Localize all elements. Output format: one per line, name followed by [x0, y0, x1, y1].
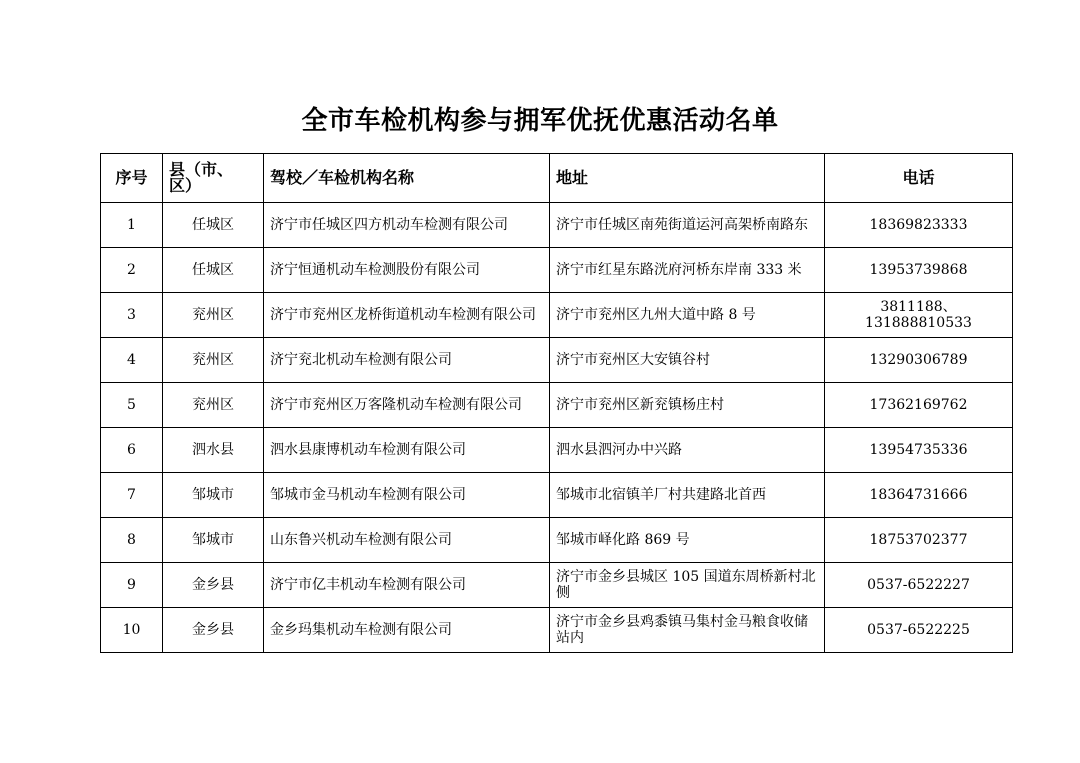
cell-address: 济宁市金乡县鸡黍镇马集村金马粮食收储站内	[550, 608, 825, 653]
cell-institution-name: 济宁市兖州区万客隆机动车检测有限公司	[264, 383, 550, 428]
cell-district: 金乡县	[163, 608, 264, 653]
cell-district: 兖州区	[163, 293, 264, 338]
cell-district: 邹城市	[163, 473, 264, 518]
cell-institution-name: 济宁恒通机动车检测股份有限公司	[264, 248, 550, 293]
cell-district: 金乡县	[163, 563, 264, 608]
table-row	[101, 383, 1013, 428]
cell-district: 兖州区	[163, 383, 264, 428]
cell-phone: 18753702377	[825, 518, 1013, 563]
cell-serial-number: 8	[101, 518, 163, 563]
cell-institution-name: 济宁市兖州区龙桥街道机动车检测有限公司	[264, 293, 550, 338]
cell-address: 济宁市兖州区大安镇谷村	[550, 338, 825, 383]
cell-district: 任城区	[163, 248, 264, 293]
cell-serial-number: 10	[101, 608, 163, 653]
table-row	[101, 518, 1013, 563]
header-serial-number: 序号	[101, 154, 163, 203]
cell-phone: 0537-6522227	[825, 563, 1013, 608]
header-district: 县（市、区）	[163, 154, 264, 203]
cell-institution-name: 金乡玛集机动车检测有限公司	[264, 608, 550, 653]
cell-serial-number: 6	[101, 428, 163, 473]
cell-address: 济宁市任城区南苑街道运河高架桥南路东	[550, 203, 825, 248]
cell-phone: 13953739868	[825, 248, 1013, 293]
cell-serial-number: 7	[101, 473, 163, 518]
header-phone: 电话	[825, 154, 1013, 203]
cell-serial-number: 4	[101, 338, 163, 383]
cell-address: 济宁市红星东路洸府河桥东岸南 333 米	[550, 248, 825, 293]
table-row	[101, 293, 1013, 338]
cell-district: 兖州区	[163, 338, 264, 383]
cell-institution-name: 泗水县康博机动车检测有限公司	[264, 428, 550, 473]
cell-address: 邹城市峄化路 869 号	[550, 518, 825, 563]
table-row	[101, 248, 1013, 293]
cell-institution-name: 山东鲁兴机动车检测有限公司	[264, 518, 550, 563]
cell-phone: 18369823333	[825, 203, 1013, 248]
cell-address: 邹城市北宿镇羊厂村共建路北首西	[550, 473, 825, 518]
cell-phone: 13290306789	[825, 338, 1013, 383]
cell-district: 邹城市	[163, 518, 264, 563]
document-title: 全市车检机构参与拥军优抚优惠活动名单	[301, 106, 779, 136]
table-row	[101, 473, 1013, 518]
table-row	[101, 203, 1013, 248]
table-row	[101, 338, 1013, 383]
cell-address: 济宁市金乡县城区 105 国道东周桥新村北侧	[550, 563, 825, 608]
cell-district: 任城区	[163, 203, 264, 248]
table-row	[101, 428, 1013, 473]
header-address: 地址	[550, 154, 825, 203]
institution-table	[100, 153, 1013, 653]
cell-serial-number: 9	[101, 563, 163, 608]
cell-address: 泗水县泗河办中兴路	[550, 428, 825, 473]
cell-institution-name: 邹城市金马机动车检测有限公司	[264, 473, 550, 518]
table-row	[101, 608, 1013, 653]
cell-serial-number: 3	[101, 293, 163, 338]
cell-serial-number: 5	[101, 383, 163, 428]
cell-address: 济宁市兖州区新兖镇杨庄村	[550, 383, 825, 428]
header-institution-name: 驾校／车检机构名称	[264, 154, 550, 203]
table-row	[101, 563, 1013, 608]
table-header-row	[101, 154, 1013, 203]
cell-phone: 18364731666	[825, 473, 1013, 518]
cell-institution-name: 济宁市任城区四方机动车检测有限公司	[264, 203, 550, 248]
cell-serial-number: 2	[101, 248, 163, 293]
cell-institution-name: 济宁市亿丰机动车检测有限公司	[264, 563, 550, 608]
cell-phone: 17362169762	[825, 383, 1013, 428]
cell-phone: 0537-6522225	[825, 608, 1013, 653]
cell-institution-name: 济宁兖北机动车检测有限公司	[264, 338, 550, 383]
cell-phone: 3811188、131888810533	[825, 293, 1013, 338]
cell-phone: 13954735336	[825, 428, 1013, 473]
cell-serial-number: 1	[101, 203, 163, 248]
cell-address: 济宁市兖州区九州大道中路 8 号	[550, 293, 825, 338]
cell-district: 泗水县	[163, 428, 264, 473]
